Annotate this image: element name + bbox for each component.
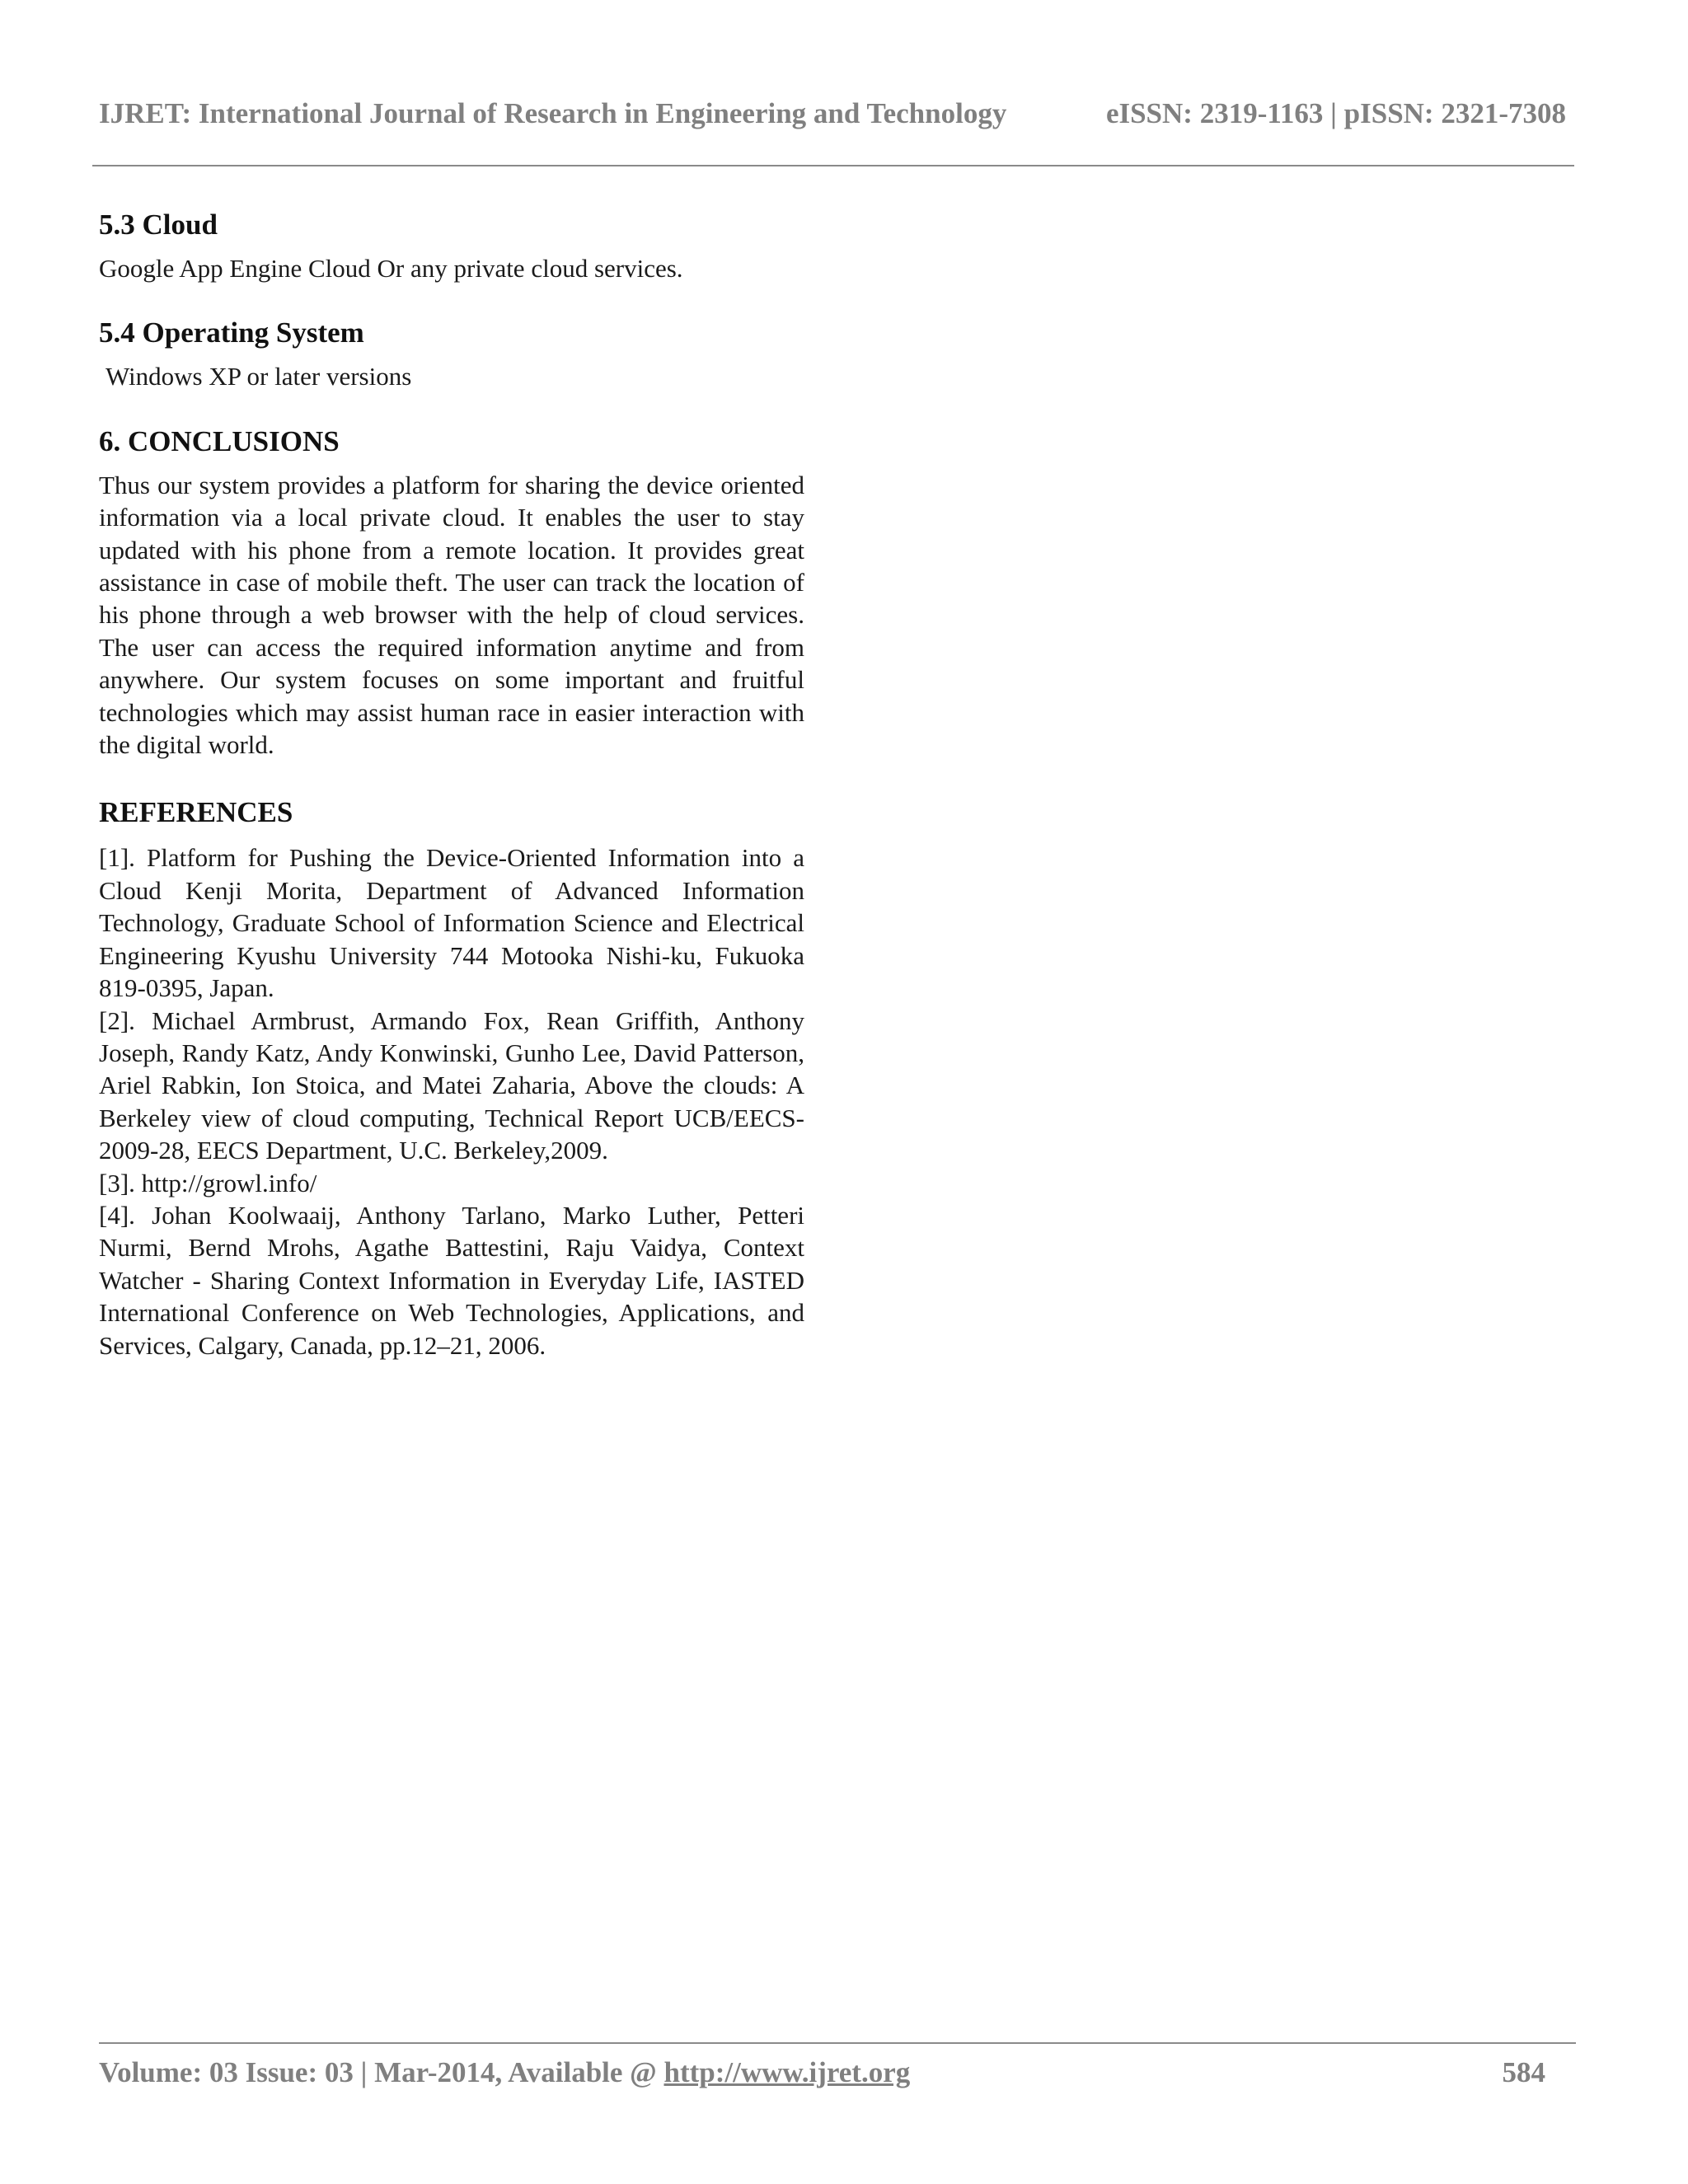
page-header [99,97,1566,138]
section-text-cloud: Google App Engine Cloud Or any private cloud services. [99,254,683,283]
section-heading-references: REFERENCES [99,796,293,829]
header-divider [92,165,1574,166]
section-text-conclusions: Thus our system provides a platform for sharing the device oriented information via a local private cloud. It enables the user to stay updated with his phone from a remote location. It provides great assistance in case of mobile theft. The user can track the location of his phone through a web browser with the help of cloud services. The user can access the required information anytime and from anywhere. Our system focuses on some important and fruitful technologies which may assist human race in easier interaction with the digital world. [99,470,804,760]
journal-link[interactable]: http://www.ijret.org [663,2056,911,2088]
main-column [99,204,804,1361]
volume-text: Volume: 03 Issue: 03 | Mar-2014, Available @ [99,2056,664,2088]
section-text-os: Windows XP or later versions [106,362,412,391]
footer-divider [99,2042,1576,2044]
reference-item: [1]. Platform for Pushing the Device-Oriented Information into a Cloud Kenji Morita, Department of Advanced Information Technology, Graduate School of Information Science and Electrical Engineering Kyushu University 744 Motooka Nishi-ku, Fukuoka 819-0395, Japan. [99,843,804,1003]
reference-item: [3]. http://growl.info/ [99,1168,317,1197]
page-number: 584 [1502,2056,1545,2088]
reference-list [99,841,804,1361]
section-heading-conclusions: 6. CONCLUSIONS [99,424,340,457]
page-footer [99,2056,1545,2097]
reference-item: [2]. Michael Armbrust, Armando Fox, Rean Griffith, Anthony Joseph, Randy Katz, Andy Konwinski, Gunho Lee, David Patterson, Ariel Rabkin, Ion Stoica, and Matei Zaharia, Above the clouds: A Berkeley view of cloud computing, Technical Report UCB/EECS-2009-28, EECS Department, U.C. Berkeley,2009. [99,1005,804,1165]
section-heading-os: 5.4 Operating System [99,316,364,349]
issn-info: eISSN: 2319-1163 | pISSN: 2321-7308 [1105,97,1566,129]
journal-title: IJRET: International Journal of Research in Engineering and Technology [99,97,1007,129]
volume-info [99,2056,910,2089]
section-heading-cloud: 5.3 Cloud [99,209,218,241]
reference-item: [4]. Johan Koolwaaij, Anthony Tarlano, Marko Luther, Petteri Nurmi, Bernd Mrohs, Agathe Battestini, Raju Vaidya, Context Watcher - Sharing Context Information in Everyday Life, IASTED International Conference on Web Technologies, Applications, and Services, Calgary, Canada, pp.12–21, 2006. [99,1200,804,1360]
